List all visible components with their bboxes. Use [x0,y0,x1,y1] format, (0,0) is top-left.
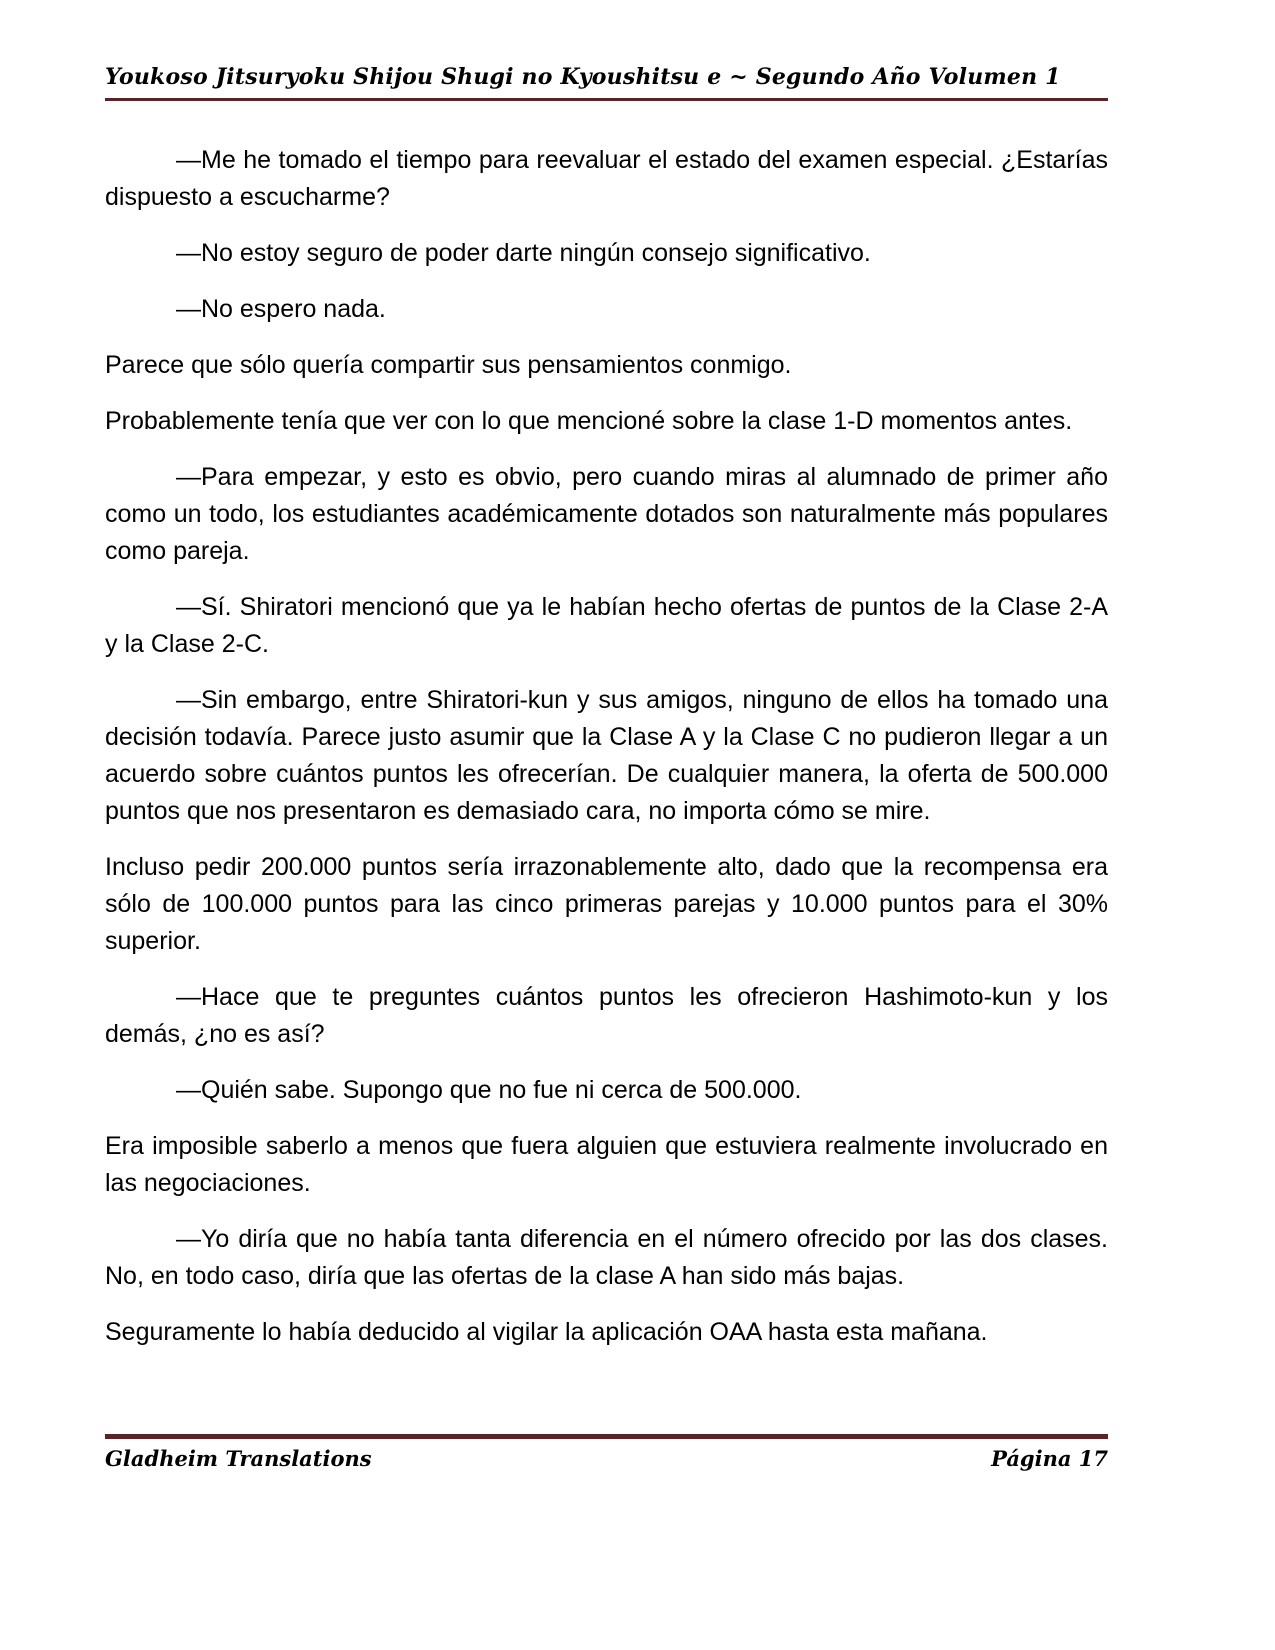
narration-paragraph: Probablemente tenía que ver con lo que mencioné sobre la clase 1-D momentos antes. [105,407,1073,435]
header-title: Youkoso Jitsuryoku Shijou Shugi no Kyoushitsu e ~ Segundo Año Volumen 1 [105,64,1061,90]
dialogue-paragraph: —No estoy seguro de poder darte ningún consejo significativo. [176,239,871,267]
dialogue-paragraph: —No espero nada. [176,295,386,323]
dialogue-paragraph: —Quién sabe. Supongo que no fue ni cerca de 500.000. [176,1076,802,1104]
dialogue-paragraph: —Para empezar, y esto es obvio, pero cuando miras al alumnado de primer año como un todo, los estudiantes académicamente dotados son naturalmente más populares como pareja. [105,463,1108,565]
dialogue-paragraph: —Hace que te preguntes cuántos puntos les ofrecieron Hashimoto-kun y los demás, ¿no es así? [105,983,1108,1048]
dialogue-paragraph: —Yo diría que no había tanta diferencia en el número ofrecido por las dos clases. No, en todo caso, diría que las ofertas de la clase A han sido más bajas. [105,1225,1108,1290]
page-header [105,64,1108,101]
footer-rule [105,1434,1108,1439]
dialogue-paragraph: —Me he tomado el tiempo para reevaluar el estado del examen especial. ¿Estarías dispuesto a escucharme? [105,146,1108,211]
narration-paragraph: Parece que sólo quería compartir sus pensamientos conmigo. [105,351,792,379]
page-footer [105,1434,1108,1471]
dialogue-paragraph: —Sin embargo, entre Shiratori-kun y sus amigos, ninguno de ellos ha tomado una decisión todavía. Parece justo asumir que la Clase A y la Clase C no pudieron llegar a un acuerdo sobre cuántos puntos les ofrecerían. De cualquier manera, la oferta de 500.000 puntos que nos presentaron es demasiado cara, no importa cómo se mire. [105,686,1108,825]
narration-paragraph: Seguramente lo había deducido al vigilar la aplicación OAA hasta esta mañana. [105,1318,988,1346]
footer-row [105,1446,1108,1471]
dialogue-paragraph: —Sí. Shiratori mencionó que ya le habían hecho ofertas de puntos de la Clase 2-A y la Clase 2-C. [105,593,1108,658]
document-body [105,142,1108,1370]
footer-translator-credit: Gladheim Translations [105,1446,372,1471]
narration-paragraph: Era imposible saberlo a menos que fuera alguien que estuviera realmente involucrado en las negociaciones. [105,1132,1108,1197]
narration-paragraph: Incluso pedir 200.000 puntos sería irrazonablemente alto, dado que la recompensa era sólo de 100.000 puntos para las cinco primeras parejas y 10.000 puntos para el 30% superior. [105,853,1108,955]
footer-page-number: Página 17 [991,1446,1108,1471]
